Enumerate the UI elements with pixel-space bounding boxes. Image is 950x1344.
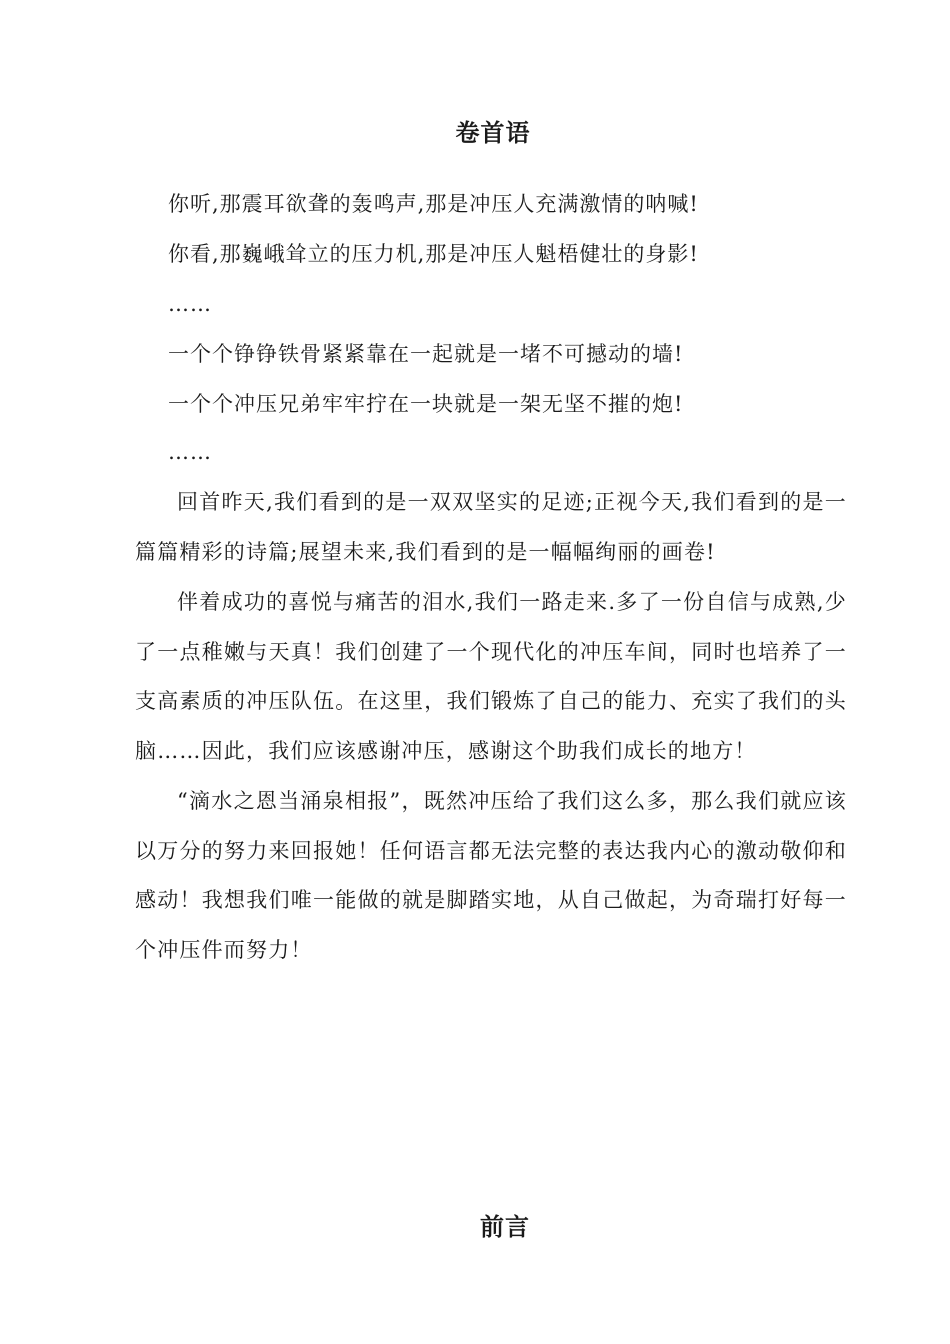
poem-line: 一个个铮铮铁骨紧紧靠在一起就是一堵不可撼动的墙!: [168, 342, 684, 366]
body-paragraph: “滴水之恩当涌泉相报”，既然冲压给了我们这么多，那么我们就应该以万分的努力来回报她！任何语言都无法完整的表达我内心的激动敬仰和感动！我想我们唯一能做的就是脚踏实地，从自己做起，为奇瑞打好每一个冲压件而努力！: [135, 789, 847, 962]
section-title: 前言: [480, 1213, 530, 1241]
body-paragraph: 回首昨天,我们看到的是一双双坚实的足迹;正视今天,我们看到的是一篇篇精彩的诗篇;展望未来,我们看到的是一幅幅绚丽的画卷!: [135, 490, 847, 564]
poem-line: 一个个冲压兄弟牢牢拧在一块就是一架无坚不摧的炮!: [168, 392, 684, 416]
body-paragraph: 伴着成功的喜悦与痛苦的泪水,我们一路走来.多了一份自信与成熟,少了一点稚嫩与天真！我们创建了一个现代化的冲压车间，同时也培养了一支高素质的冲压队伍。在这里，我们锻炼了自己的能力、充实了我们的头脑……因此，我们应该感谢冲压，感谢这个助我们成长的地方！: [135, 590, 847, 763]
page-title: 卷首语: [455, 119, 531, 147]
poem-ellipsis: ……: [168, 292, 212, 316]
poem-ellipsis: ……: [168, 440, 212, 464]
poem-line: 你看,那巍峨耸立的压力机,那是冲压人魁梧健壮的身影!: [168, 242, 699, 266]
poem-line: 你听,那震耳欲聋的轰鸣声,那是冲压人充满激情的呐喊!: [168, 192, 699, 216]
